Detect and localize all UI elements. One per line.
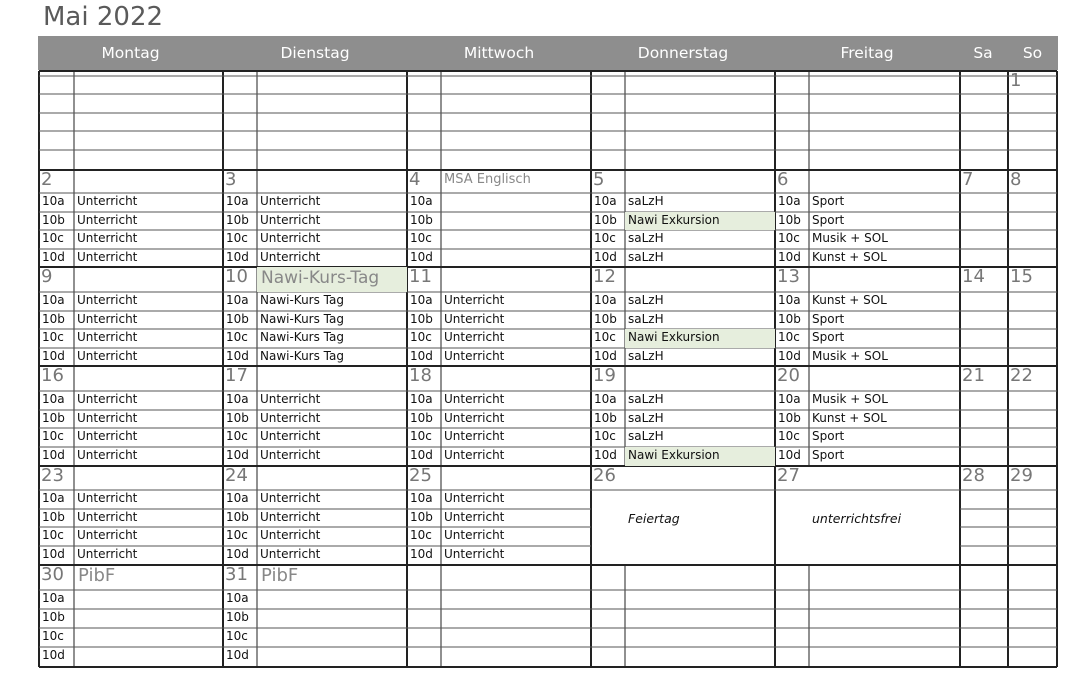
schedule-entry: Unterricht — [77, 510, 138, 524]
schedule-entry: Unterricht — [260, 411, 321, 425]
schedule-entry: saLzH — [628, 392, 664, 406]
day-number: 8 — [1010, 169, 1022, 190]
schedule-entry: Unterricht — [77, 213, 138, 227]
class-label: 10b — [594, 312, 617, 326]
schedule-entry: Unterricht — [260, 510, 321, 524]
schedule-entry: Unterricht — [444, 330, 505, 344]
class-label: 10d — [410, 448, 433, 462]
schedule-entry: Kunst + SOL — [812, 293, 887, 307]
day-number: 5 — [593, 169, 605, 190]
class-label: 10a — [226, 194, 249, 208]
holiday-note: Feiertag — [628, 511, 680, 526]
schedule-entry: Sport — [812, 429, 845, 443]
class-label: 10c — [226, 429, 248, 443]
schedule-entry: saLzH — [628, 349, 664, 363]
day-number: 18 — [409, 365, 432, 386]
schedule-entry: Unterricht — [444, 510, 505, 524]
class-label: 10b — [778, 213, 801, 227]
day-number: 13 — [777, 266, 800, 287]
class-label: 10b — [226, 411, 249, 425]
schedule-entry: Unterricht — [77, 411, 138, 425]
schedule-entry: Unterricht — [260, 194, 321, 208]
weekday-saturday: Sa — [973, 44, 993, 62]
weekday-sunday: So — [1022, 44, 1043, 62]
class-label: 10b — [778, 312, 801, 326]
class-label: 10d — [226, 349, 249, 363]
class-label: 10c — [226, 629, 248, 643]
class-label: 10b — [42, 213, 65, 227]
day-number: 31 — [225, 564, 248, 585]
class-label: 10b — [226, 510, 249, 524]
day-number: 29 — [1010, 465, 1033, 486]
schedule-entry: Unterricht — [260, 392, 321, 406]
schedule-entry: saLzH — [628, 312, 664, 326]
class-label: 10a — [410, 392, 433, 406]
day-number: 16 — [41, 365, 64, 386]
class-label: 10a — [410, 293, 433, 307]
schedule-entry: Unterricht — [77, 429, 138, 443]
schedule-entry: saLzH — [628, 411, 664, 425]
class-label: 10b — [42, 312, 65, 326]
schedule-entry: Unterricht — [444, 312, 505, 326]
class-label: 10a — [226, 392, 249, 406]
schedule-entry: Sport — [812, 330, 845, 344]
class-label: 10c — [410, 231, 432, 245]
class-label: 10d — [226, 448, 249, 462]
class-label: 10c — [42, 528, 64, 542]
class-label: 10d — [42, 448, 65, 462]
schedule-entry: Unterricht — [77, 491, 138, 505]
schedule-entry: Unterricht — [260, 429, 321, 443]
day-number: 7 — [962, 169, 974, 190]
schedule-entry: Unterricht — [77, 194, 138, 208]
class-label: 10c — [594, 330, 616, 344]
day-number: 28 — [962, 465, 985, 486]
class-label: 10b — [594, 213, 617, 227]
schedule-entry: Unterricht — [77, 448, 138, 462]
class-label: 10a — [226, 293, 249, 307]
class-label: 10c — [226, 528, 248, 542]
day-number: 14 — [962, 266, 985, 287]
day-number: 11 — [409, 266, 432, 287]
day-number: 20 — [777, 365, 800, 386]
schedule-entry: Sport — [812, 312, 845, 326]
schedule-entry: Kunst + SOL — [812, 411, 887, 425]
page-title: Mai 2022 — [43, 2, 164, 32]
class-label: 10c — [410, 330, 432, 344]
class-label: 10c — [778, 330, 800, 344]
day-number: 30 — [41, 564, 64, 585]
schedule-entry: Nawi-Kurs Tag — [260, 349, 344, 363]
class-label: 10c — [778, 231, 800, 245]
class-label: 10d — [594, 448, 617, 462]
class-label: 10c — [226, 231, 248, 245]
class-label: 10a — [778, 392, 801, 406]
schedule-entry: Kunst + SOL — [812, 250, 887, 264]
class-label: 10a — [594, 293, 617, 307]
class-label: 10a — [226, 491, 249, 505]
schedule-entry: Unterricht — [444, 392, 505, 406]
class-label: 10a — [42, 491, 65, 505]
class-label: 10b — [42, 610, 65, 624]
schedule-entry: Unterricht — [260, 528, 321, 542]
class-label: 10a — [42, 293, 65, 307]
day-number: 25 — [409, 465, 432, 486]
class-label: 10c — [42, 629, 64, 643]
day-number: 1 — [1010, 70, 1022, 91]
day-number: 9 — [41, 266, 53, 287]
schedule-entry: Unterricht — [260, 250, 321, 264]
class-label: 10c — [594, 231, 616, 245]
class-label: 10c — [42, 231, 64, 245]
schedule-entry: Unterricht — [77, 231, 138, 245]
day-number: 22 — [1010, 365, 1033, 386]
class-label: 10c — [226, 330, 248, 344]
class-label: 10d — [42, 547, 65, 561]
schedule-entry: Unterricht — [444, 491, 505, 505]
class-label: 10c — [42, 330, 64, 344]
class-label: 10d — [226, 250, 249, 264]
day-number: 23 — [41, 465, 64, 486]
schedule-entry: Unterricht — [444, 528, 505, 542]
class-label: 10d — [778, 250, 801, 264]
class-label: 10d — [226, 547, 249, 561]
class-label: 10b — [226, 312, 249, 326]
schedule-entry: Unterricht — [77, 250, 138, 264]
weekday-monday: Montag — [101, 44, 160, 62]
schedule-entry: Unterricht — [260, 491, 321, 505]
schedule-entry: Sport — [812, 194, 845, 208]
day-event: MSA Englisch — [444, 172, 531, 187]
day-number: 4 — [409, 169, 421, 190]
day-number: 27 — [777, 465, 800, 486]
class-label: 10b — [410, 312, 433, 326]
class-label: 10b — [778, 411, 801, 425]
schedule-entry: Unterricht — [77, 293, 138, 307]
class-label: 10a — [778, 293, 801, 307]
class-label: 10b — [42, 411, 65, 425]
day-number: 15 — [1010, 266, 1033, 287]
day-number: 12 — [593, 266, 616, 287]
class-label: 10b — [410, 510, 433, 524]
schedule-entry: Unterricht — [77, 349, 138, 363]
schedule-entry: Unterricht — [77, 312, 138, 326]
class-label: 10d — [410, 547, 433, 561]
schedule-entry: Nawi-Kurs Tag — [260, 330, 344, 344]
schedule-entry: Musik + SOL — [812, 392, 888, 406]
day-event: PibF — [78, 565, 116, 586]
class-label: 10d — [42, 349, 65, 363]
schedule-entry: Nawi-Kurs Tag — [260, 312, 344, 326]
schedule-entry: saLzH — [628, 293, 664, 307]
class-label: 10c — [594, 429, 616, 443]
class-label: 10b — [226, 213, 249, 227]
weekday-thursday: Donnerstag — [637, 44, 729, 62]
class-label: 10a — [226, 591, 249, 605]
weekday-friday: Freitag — [840, 44, 894, 62]
class-label: 10b — [42, 510, 65, 524]
class-label: 10d — [594, 349, 617, 363]
schedule-entry: Nawi Exkursion — [625, 212, 775, 230]
class-label: 10d — [778, 448, 801, 462]
class-label: 10d — [42, 250, 65, 264]
schedule-entry: Unterricht — [77, 392, 138, 406]
class-label: 10a — [42, 591, 65, 605]
class-label: 10d — [42, 648, 65, 662]
schedule-entry: saLzH — [628, 231, 664, 245]
class-label: 10d — [226, 648, 249, 662]
schedule-entry: Unterricht — [260, 448, 321, 462]
schedule-entry: Unterricht — [77, 528, 138, 542]
holiday-note: unterrichtsfrei — [812, 511, 902, 526]
schedule-entry: Sport — [812, 213, 845, 227]
day-number: 2 — [41, 169, 53, 190]
schedule-entry: saLzH — [628, 250, 664, 264]
schedule-entry: Unterricht — [444, 547, 505, 561]
day-number: 19 — [593, 365, 616, 386]
class-label: 10c — [42, 429, 64, 443]
schedule-entry: Musik + SOL — [812, 349, 888, 363]
class-label: 10a — [410, 491, 433, 505]
schedule-entry: Unterricht — [444, 448, 505, 462]
class-label: 10d — [410, 250, 433, 264]
class-label: 10d — [594, 250, 617, 264]
day-event: Nawi-Kurs-Tag — [257, 267, 407, 292]
class-label: 10a — [594, 194, 617, 208]
schedule-entry: Unterricht — [444, 411, 505, 425]
class-label: 10c — [778, 429, 800, 443]
class-label: 10b — [594, 411, 617, 425]
schedule-entry: Unterricht — [444, 349, 505, 363]
schedule-entry: Unterricht — [260, 547, 321, 561]
day-number: 10 — [225, 266, 248, 287]
schedule-entry: Unterricht — [260, 213, 321, 227]
class-label: 10c — [410, 528, 432, 542]
schedule-entry: Unterricht — [77, 330, 138, 344]
class-label: 10c — [410, 429, 432, 443]
weekday-tuesday: Dienstag — [280, 44, 350, 62]
schedule-entry: Nawi Exkursion — [625, 447, 775, 466]
day-number: 24 — [225, 465, 248, 486]
weekday-wednesday: Mittwoch — [463, 44, 535, 62]
day-number: 3 — [225, 169, 237, 190]
schedule-entry: saLzH — [628, 429, 664, 443]
schedule-entry: Sport — [812, 448, 845, 462]
schedule-entry: saLzH — [628, 194, 664, 208]
class-label: 10d — [410, 349, 433, 363]
schedule-entry: Unterricht — [260, 231, 321, 245]
day-number: 6 — [777, 169, 789, 190]
schedule-entry: Unterricht — [444, 293, 505, 307]
schedule-entry: Unterricht — [444, 429, 505, 443]
day-event: PibF — [261, 565, 299, 586]
class-label: 10a — [594, 392, 617, 406]
class-label: 10a — [410, 194, 433, 208]
class-label: 10b — [410, 411, 433, 425]
class-label: 10d — [778, 349, 801, 363]
schedule-entry: Musik + SOL — [812, 231, 888, 245]
day-number: 17 — [225, 365, 248, 386]
schedule-entry: Nawi-Kurs Tag — [260, 293, 344, 307]
day-number: 26 — [593, 465, 616, 486]
class-label: 10a — [42, 194, 65, 208]
class-label: 10a — [42, 392, 65, 406]
schedule-entry: Nawi Exkursion — [625, 329, 775, 348]
class-label: 10a — [778, 194, 801, 208]
class-label: 10b — [410, 213, 433, 227]
schedule-entry: Unterricht — [77, 547, 138, 561]
class-label: 10b — [226, 610, 249, 624]
day-number: 21 — [962, 365, 985, 386]
